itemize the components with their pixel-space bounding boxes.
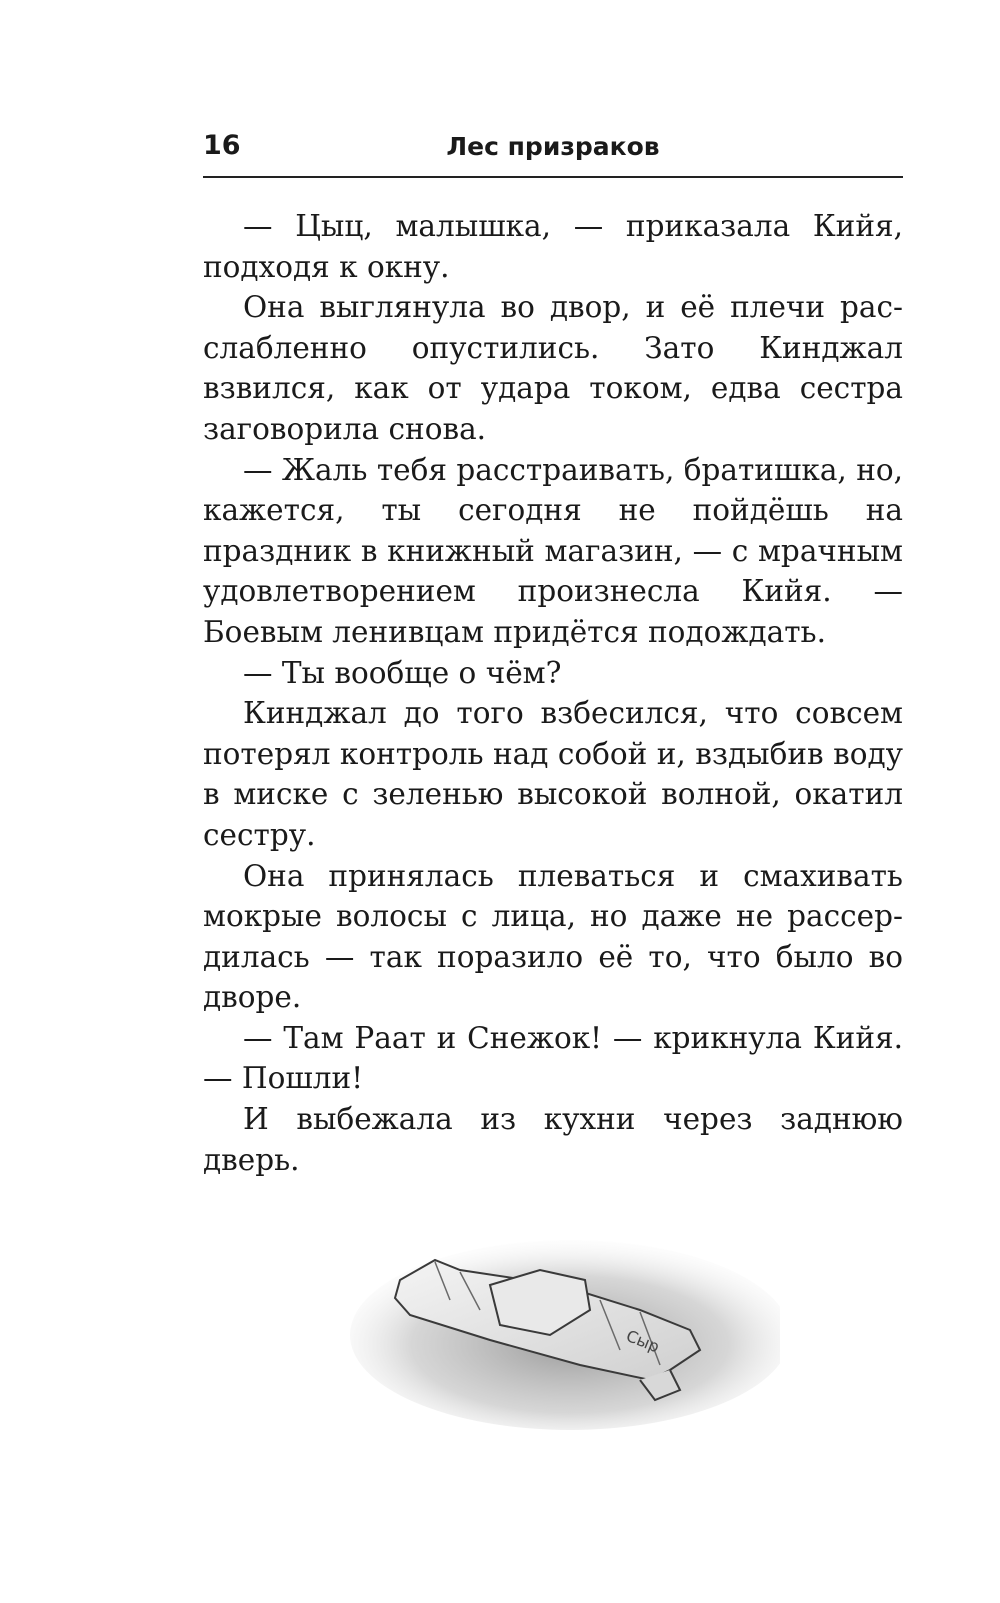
cheese-wrapper-illustration — [340, 1240, 780, 1440]
page-header — [203, 128, 903, 178]
paragraph: — Цыц, малышка, — приказала Кийя, подходя к окну. — [203, 209, 903, 284]
running-title: Лес призраков — [446, 132, 660, 161]
wrapper-label: Сыр — [623, 1326, 663, 1357]
paragraph: — Жаль тебя расстраивать, братишка, но, кажется, ты сегодня не пойдёшь на праздник в книжный магазин, — с мрачным удовлетворением произнесла Кийя. — Боевым ленивцам придётся подождать. — [203, 452, 903, 649]
paragraph: И выбежала из кухни через заднюю дверь. — [203, 1102, 903, 1177]
body-text — [203, 206, 903, 1180]
paragraph: Она выглянула во двор, и её плечи расслабленно опустились. Зато Кинджал взвился, как от удара током, едва сестра заговорила снова. — [203, 290, 903, 446]
paragraph: — Ты вообще о чём? — [243, 655, 562, 690]
page-number: 16 — [203, 130, 241, 161]
paragraph: Она принялась плеваться и смахивать мокрые волосы с лица, но даже не рассердилась — так поразило её то, что было во дворе. — [203, 858, 903, 1015]
paragraph: — Там Раат и Снежок! — крикнула Кийя. — Пошли! — [203, 1020, 903, 1096]
paragraph: Кинджал до того взбесился, что совсем потерял контроль над собой и, вздыбив воду в миске с зеленью высокой волной, окатил сестру. — [203, 696, 903, 852]
